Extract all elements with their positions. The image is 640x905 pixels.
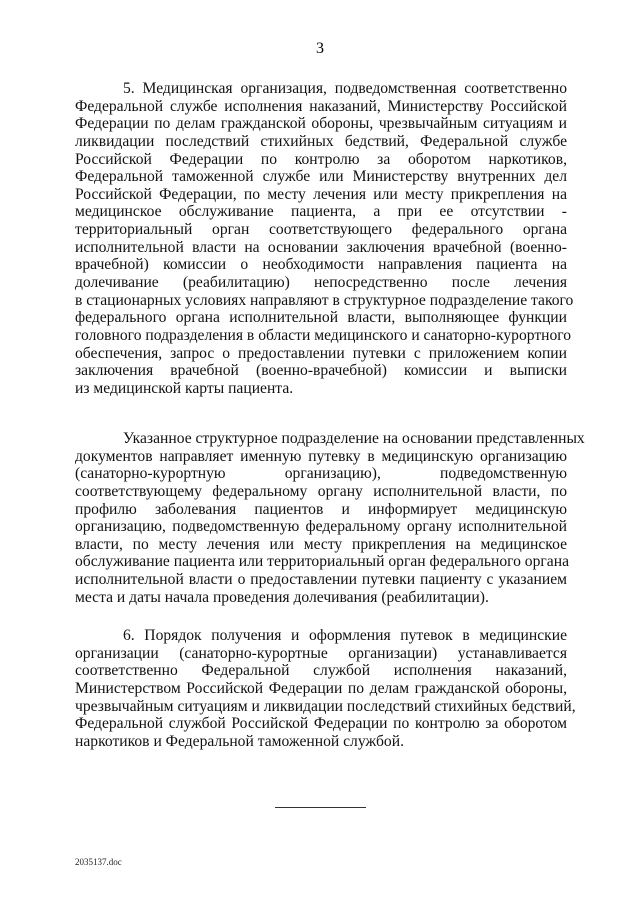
- text-line: организацию, подведомственную федеральному органу исполнительной: [75, 518, 567, 536]
- text-line: (санаторно-курортную организацию), подведомственную: [75, 465, 567, 483]
- text-line: соответствующему федеральному органу исполнительной власти, по: [75, 482, 567, 500]
- text-line: Федеральной службой Российской Федерации по контролю за оборотом: [75, 715, 567, 733]
- text-line: ликвидации последствий стихийных бедствий, Федеральной службе: [75, 132, 567, 150]
- text-line: Федеральной службе исполнения наказаний, Министерству Российской: [75, 97, 567, 115]
- text-line: 5. Медицинская организация, подведомственная соответственно: [123, 80, 567, 97]
- page-number: 3: [316, 40, 324, 57]
- text-line: заключения врачебной (военно-врачебной) комиссии и выписки: [75, 362, 567, 380]
- text-line: чрезвычайным ситуациям и ликвидации последствий стихийных бедствий,: [75, 697, 576, 715]
- paragraph-6: [75, 627, 576, 750]
- text-line: Российской Федерации по контролю за оборотом наркотиков,: [75, 150, 567, 168]
- text-line: долечивание (реабилитацию) непосредственно после лечения: [75, 274, 567, 292]
- text-line: исполнительной власти о предоставлении путевки пациенту с указанием: [75, 571, 567, 589]
- text-line: Российской Федерации, по месту лечения или месту прикрепления на: [75, 185, 567, 203]
- text-line: медицинское обслуживание пациента, а при ее отсутствии -: [75, 203, 567, 221]
- text-line: в стационарных условиях направляют в структурное подразделение такого: [75, 291, 574, 309]
- text-line: головного подразделения в области медицинского и санаторно-курортного: [75, 326, 572, 344]
- text-line: наркотиков и Федеральной таможенной службой.: [75, 732, 404, 750]
- paragraph-5-continuation: [75, 430, 585, 606]
- text-line: Министерством Российской Федерации по делам гражданской обороны,: [75, 679, 567, 697]
- text-line: профилю заболевания пациентов и информирует медицинскую: [75, 500, 567, 518]
- text-line: организации (санаторно-курортные организации) устанавливается: [75, 644, 567, 662]
- end-separator-line: [275, 807, 366, 808]
- text-line: обеспечения, запрос о предоставлении путевки с приложением копии: [75, 344, 567, 362]
- text-line: федерального органа исполнительной власти, выполняющее функции: [75, 309, 567, 327]
- paragraph-5: [75, 80, 574, 398]
- text-line: врачебной) комиссии о необходимости направления пациента на: [75, 256, 567, 274]
- text-line: обслуживание пациента или территориальный орган федерального органа: [75, 553, 569, 571]
- text-line: соответственно Федеральной службой исполнения наказаний,: [75, 662, 567, 680]
- text-line: 6. Порядок получения и оформления путевок в медицинские: [123, 627, 567, 644]
- text-line: документов направляет именную путевку в медицинскую организацию: [75, 447, 567, 465]
- text-line: из медицинской карты пациента.: [75, 379, 294, 397]
- text-line: власти, по месту лечения или месту прикрепления на медицинское: [75, 535, 567, 553]
- footer-filename: 2035137.doc: [75, 857, 122, 867]
- text-line: исполнительной власти на основании заключения врачебной (военно-: [75, 238, 567, 256]
- text-line: Указанное структурное подразделение на основании представленных: [123, 430, 585, 447]
- text-line: места и даты начала проведения долечивания (реабилитации).: [75, 588, 489, 606]
- text-line: Федерации по делам гражданской обороны, чрезвычайным ситуациям и: [75, 115, 567, 133]
- text-line: территориальный орган соответствующего федерального органа: [75, 221, 567, 239]
- text-line: Федеральной таможенной службе или Министерству внутренних дел: [75, 168, 567, 186]
